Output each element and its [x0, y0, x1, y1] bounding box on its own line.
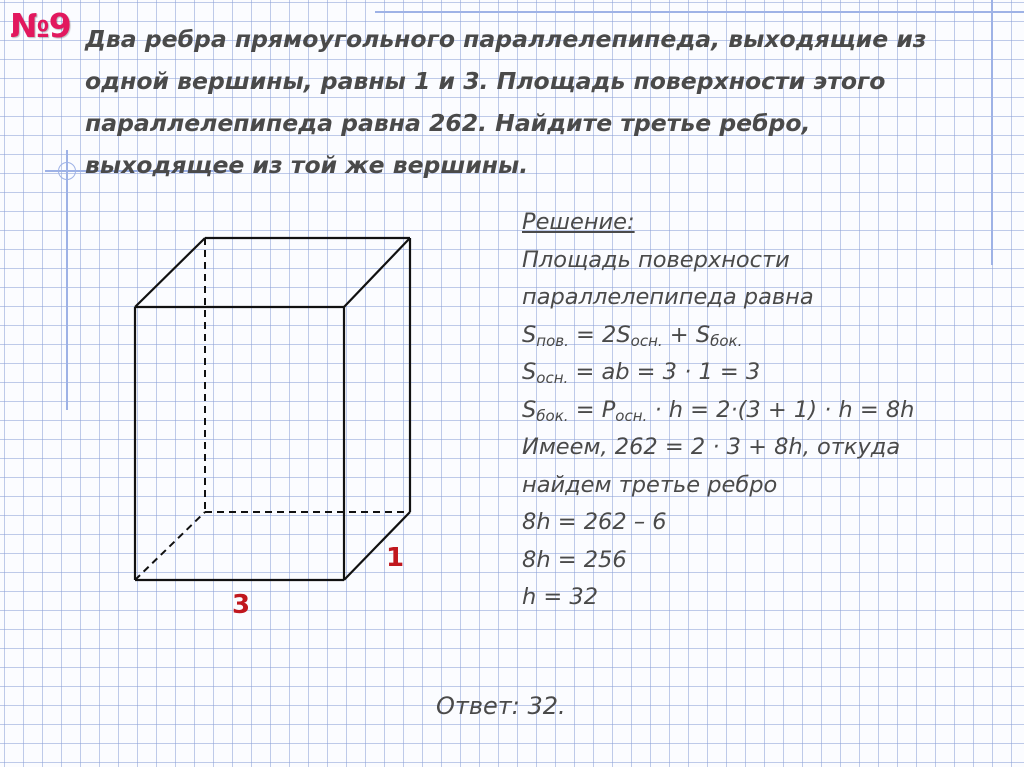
formula-symbol: S [522, 396, 537, 423]
solution-heading: Решение: [522, 209, 635, 235]
formula-text: + S [662, 321, 711, 348]
formula-text: = 2S [568, 321, 631, 348]
formula-subscript: бок. [710, 331, 743, 350]
problem-line: Два ребра прямоугольного параллелепипеда, выходящие из [85, 25, 927, 53]
lateral-area-formula [522, 392, 1002, 430]
edge-label-width: 3 [232, 590, 251, 620]
formula-symbol: S [522, 321, 537, 348]
formula-symbol: S [522, 359, 537, 385]
base-area-formula [522, 354, 1002, 392]
problem-number: №9 [10, 6, 71, 45]
solution-step: 8h = 256 [522, 546, 627, 573]
solution-step: h = 32 [522, 584, 599, 610]
solution-block [522, 204, 1002, 617]
answer-text: Ответ: 32. [436, 692, 566, 720]
problem-line: параллелепипеда равна 262. Найдите третье ребро, [85, 109, 811, 137]
equation-line: найдем третье ребро [522, 471, 778, 498]
formula-subscript: пов. [536, 331, 569, 350]
hidden-bottom-diagonal-edge [135, 512, 205, 580]
formula-text: = ab = 3 · 1 = 3 [568, 359, 761, 385]
top-right-diagonal-edge [344, 238, 410, 307]
top-left-diagonal-edge [135, 238, 205, 307]
problem-line: одной вершины, равны 1 и 3. Площадь поверхности этого [85, 67, 886, 95]
formula-subscript: осн. [536, 369, 569, 387]
solution-step: 8h = 262 – 6 [522, 509, 667, 535]
formula-subscript: осн. [615, 406, 648, 425]
surface-area-formula [522, 317, 1002, 355]
formula-subscript: бок. [536, 406, 569, 425]
equation-line: Имеем, 262 = 2 · 3 + 8h, откуда [522, 434, 901, 460]
solution-intro-line: параллелепипеда равна [522, 284, 814, 310]
problem-line: выходящее из той же вершины. [85, 151, 529, 179]
edge-label-depth: 1 [386, 543, 405, 573]
formula-subscript: осн. [630, 331, 663, 350]
formula-text: = P [568, 396, 616, 423]
solution-intro-line: Площадь поверхности [522, 246, 790, 273]
formula-text: · h = 2·(3 + 1) · h = 8h [647, 396, 915, 423]
